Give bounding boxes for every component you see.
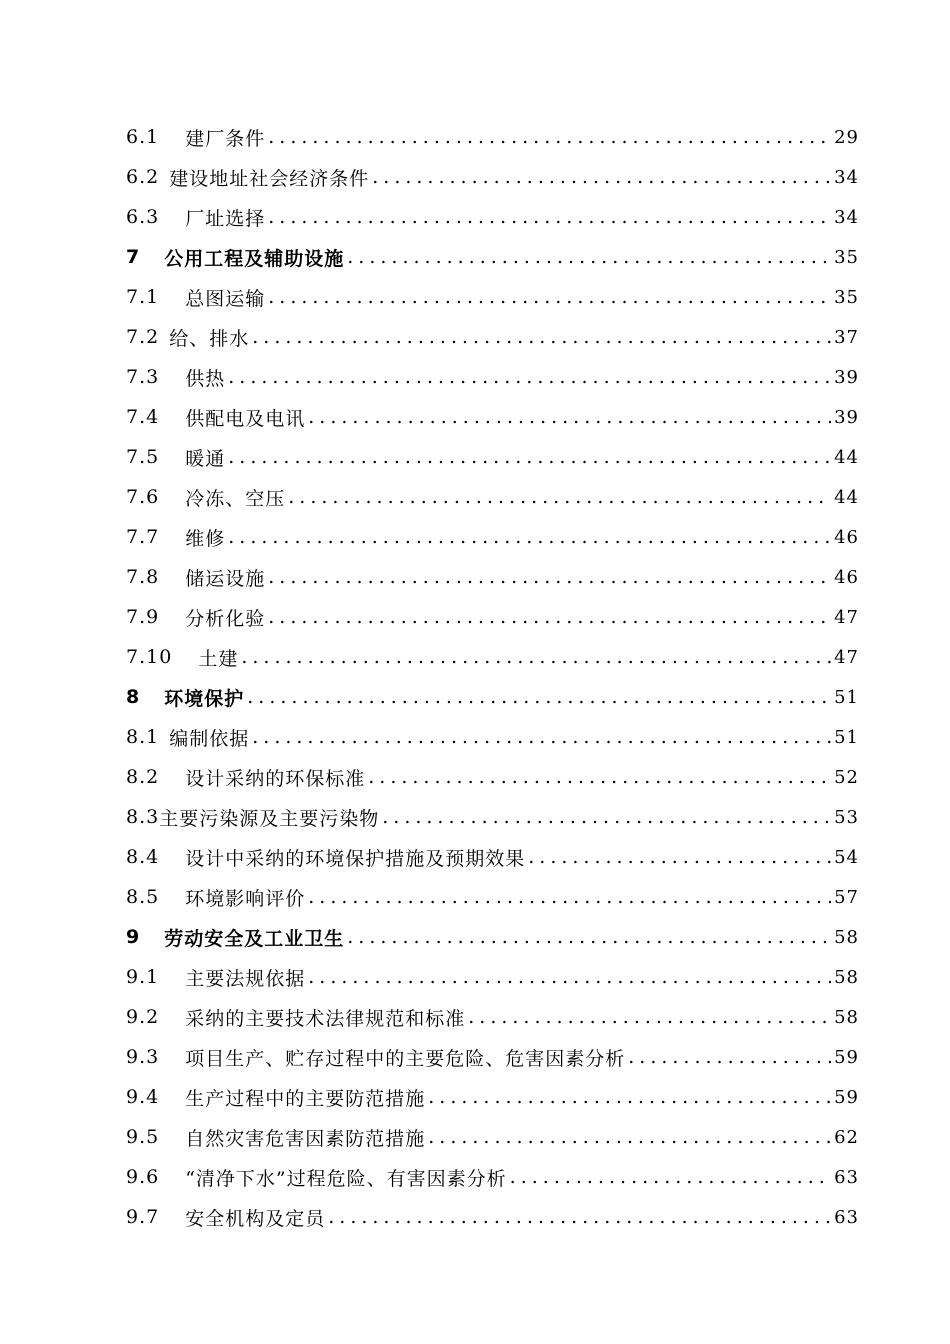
toc-entry-title: 厂址选择 xyxy=(185,207,266,230)
toc-entry-page-number: 47 xyxy=(834,606,859,628)
toc-entry-title: 自然灾害危害因素防范措施 xyxy=(185,1127,426,1150)
toc-entry-title: 设计采纳的环保标准 xyxy=(185,767,366,790)
toc-entry-page-number: 34 xyxy=(834,206,859,228)
toc-leader-dots xyxy=(268,606,831,628)
toc-entry[interactable] xyxy=(126,1077,859,1117)
toc-entry-number: 7.1 xyxy=(126,286,160,308)
toc-entry-number: 6.3 xyxy=(126,206,160,228)
toc-leader-dots xyxy=(252,326,831,348)
toc-entry-page-number: 37 xyxy=(834,326,859,348)
toc-entry-page-number: 63 xyxy=(834,1166,859,1188)
toc-entry-page-number: 59 xyxy=(834,1046,859,1068)
toc-leader-dots xyxy=(252,726,831,748)
table-of-contents xyxy=(126,117,859,1237)
toc-entry-title: 采纳的主要技术法律规范和标准 xyxy=(185,1007,466,1030)
toc-entry-number: 9.5 xyxy=(126,1126,160,1148)
toc-entry[interactable] xyxy=(126,597,859,637)
toc-leader-dots xyxy=(347,246,831,268)
toc-entry-page-number: 58 xyxy=(834,926,859,948)
toc-entry-page-number: 46 xyxy=(834,526,859,548)
toc-entry[interactable] xyxy=(126,1037,859,1077)
toc-entry-number: 7.7 xyxy=(126,526,160,548)
toc-entry-title: 维修 xyxy=(185,527,226,550)
toc-entry-title: 劳动安全及工业卫生 xyxy=(164,927,345,950)
toc-entry-title: “清净下水”过程危险、有害因素分析 xyxy=(185,1167,507,1190)
toc-entry-number: 8.5 xyxy=(126,886,160,908)
toc-entry-page-number: 63 xyxy=(834,1206,859,1228)
toc-entry-title: 给、排水 xyxy=(169,327,250,350)
toc-entry[interactable] xyxy=(126,837,859,877)
toc-entry-page-number: 58 xyxy=(834,1006,859,1028)
toc-leader-dots xyxy=(308,406,831,428)
toc-entry-number: 7.2 xyxy=(126,326,160,348)
toc-entry[interactable] xyxy=(126,237,859,277)
toc-entry-title: 储运设施 xyxy=(185,567,266,590)
toc-leader-dots xyxy=(382,806,831,828)
toc-leader-dots xyxy=(268,206,831,228)
toc-entry-title: 项目生产、贮存过程中的主要危险、危害因素分析 xyxy=(185,1047,626,1070)
toc-entry-title: 编制依据 xyxy=(169,727,250,750)
toc-entry-number: 8 xyxy=(126,686,141,708)
toc-entry-title: 主要法规依据 xyxy=(185,967,306,990)
toc-entry-number: 8.4 xyxy=(126,846,160,868)
toc-entry-title: 设计中采纳的环境保护措施及预期效果 xyxy=(185,847,526,870)
toc-entry-number: 8.2 xyxy=(126,766,160,788)
toc-entry[interactable] xyxy=(126,1197,859,1237)
toc-leader-dots xyxy=(228,366,831,388)
toc-entry[interactable] xyxy=(126,437,859,477)
toc-entry-title: 供配电及电讯 xyxy=(185,407,306,430)
toc-entry-page-number: 44 xyxy=(834,486,859,508)
toc-entry-number: 9.4 xyxy=(126,1086,160,1108)
toc-entry-number: 7.10 xyxy=(126,646,173,668)
toc-entry-number: 9.6 xyxy=(126,1166,160,1188)
toc-leader-dots xyxy=(268,126,831,148)
toc-entry-number: 7.6 xyxy=(126,486,160,508)
toc-entry[interactable] xyxy=(126,517,859,557)
toc-leader-dots xyxy=(268,286,831,308)
toc-entry-number: 9 xyxy=(126,926,141,948)
toc-entry-page-number: 51 xyxy=(834,686,859,708)
toc-entry-title: 建厂条件 xyxy=(185,127,266,150)
toc-leader-dots xyxy=(228,446,831,468)
toc-entry[interactable] xyxy=(126,397,859,437)
toc-entry-number: 7.5 xyxy=(126,446,160,468)
toc-entry-number: 7.3 xyxy=(126,366,160,388)
toc-entry-page-number: 47 xyxy=(834,646,859,668)
toc-entry-title: 公用工程及辅助设施 xyxy=(164,247,345,270)
toc-entry-title: 安全机构及定员 xyxy=(185,1207,326,1230)
toc-entry[interactable] xyxy=(126,277,859,317)
toc-entry-number: 9.1 xyxy=(126,966,160,988)
toc-entry-number: 7.9 xyxy=(126,606,160,628)
toc-entry-number: 6.1 xyxy=(126,126,160,148)
toc-entry-page-number: 51 xyxy=(834,726,859,748)
toc-entry-number: 8.3 xyxy=(126,806,160,828)
toc-entry[interactable] xyxy=(126,957,859,997)
toc-entry[interactable] xyxy=(126,1117,859,1157)
toc-entry-page-number: 52 xyxy=(834,766,859,788)
toc-entry[interactable] xyxy=(126,117,859,157)
toc-entry[interactable] xyxy=(126,197,859,237)
toc-entry-page-number: 62 xyxy=(834,1126,859,1148)
toc-entry[interactable] xyxy=(126,997,859,1037)
toc-entry[interactable] xyxy=(126,477,859,517)
toc-entry-page-number: 46 xyxy=(834,566,859,588)
toc-leader-dots xyxy=(308,966,831,988)
toc-entry[interactable] xyxy=(126,717,859,757)
toc-entry-title: 生产过程中的主要防范措施 xyxy=(185,1087,426,1110)
toc-entry-page-number: 59 xyxy=(834,1086,859,1108)
toc-entry-page-number: 53 xyxy=(834,806,859,828)
toc-entry[interactable] xyxy=(126,757,859,797)
toc-entry[interactable] xyxy=(126,317,859,357)
toc-leader-dots xyxy=(468,1006,831,1028)
toc-entry-title: 建设地址社会经济条件 xyxy=(169,167,370,190)
toc-leader-dots xyxy=(428,1086,831,1108)
toc-leader-dots xyxy=(628,1046,831,1068)
toc-leader-dots xyxy=(368,766,831,788)
toc-entry-page-number: 54 xyxy=(834,846,859,868)
toc-entry-title: 环境影响评价 xyxy=(185,887,306,910)
toc-entry-page-number: 44 xyxy=(834,446,859,468)
toc-entry-title: 总图运输 xyxy=(185,287,266,310)
toc-entry-number: 9.2 xyxy=(126,1006,160,1028)
toc-entry-title: 暖通 xyxy=(185,447,226,470)
toc-entry-page-number: 58 xyxy=(834,966,859,988)
toc-entry-page-number: 39 xyxy=(834,406,859,428)
toc-entry[interactable] xyxy=(126,1157,859,1197)
toc-entry-number: 8.1 xyxy=(126,726,160,748)
toc-entry-number: 7 xyxy=(126,246,141,268)
toc-leader-dots xyxy=(241,646,831,668)
toc-entry-number: 9.3 xyxy=(126,1046,160,1068)
toc-entry-title: 环境保护 xyxy=(164,687,245,710)
toc-leader-dots xyxy=(347,926,831,948)
toc-entry[interactable] xyxy=(126,797,859,837)
toc-leader-dots xyxy=(428,1126,831,1148)
toc-leader-dots xyxy=(268,566,831,588)
toc-entry[interactable] xyxy=(126,637,859,677)
toc-leader-dots xyxy=(247,686,831,708)
toc-entry-title: 主要污染源及主要污染物 xyxy=(159,807,380,830)
toc-entry[interactable] xyxy=(126,677,859,717)
toc-entry[interactable] xyxy=(126,557,859,597)
toc-leader-dots xyxy=(528,846,831,868)
toc-entry-page-number: 34 xyxy=(834,166,859,188)
toc-leader-dots xyxy=(288,486,831,508)
toc-leader-dots xyxy=(510,1166,831,1188)
toc-leader-dots xyxy=(228,526,831,548)
toc-entry[interactable] xyxy=(126,877,859,917)
toc-entry-title: 分析化验 xyxy=(185,607,266,630)
toc-entry-page-number: 29 xyxy=(834,126,859,148)
toc-entry-page-number: 57 xyxy=(834,886,859,908)
toc-entry-number: 6.2 xyxy=(126,166,160,188)
toc-entry-number: 9.7 xyxy=(126,1206,160,1228)
toc-entry[interactable] xyxy=(126,357,859,397)
toc-leader-dots xyxy=(308,886,831,908)
toc-entry-number: 7.4 xyxy=(126,406,160,428)
toc-entry-title: 土建 xyxy=(198,647,239,670)
toc-entry-page-number: 35 xyxy=(834,246,859,268)
toc-entry-title: 冷冻、空压 xyxy=(185,487,286,510)
toc-entry[interactable] xyxy=(126,917,859,957)
toc-entry[interactable] xyxy=(126,157,859,197)
toc-entry-title: 供热 xyxy=(185,367,226,390)
toc-leader-dots xyxy=(328,1206,831,1228)
toc-entry-page-number: 39 xyxy=(834,366,859,388)
toc-entry-number: 7.8 xyxy=(126,566,160,588)
toc-entry-page-number: 35 xyxy=(834,286,859,308)
toc-leader-dots xyxy=(372,166,831,188)
